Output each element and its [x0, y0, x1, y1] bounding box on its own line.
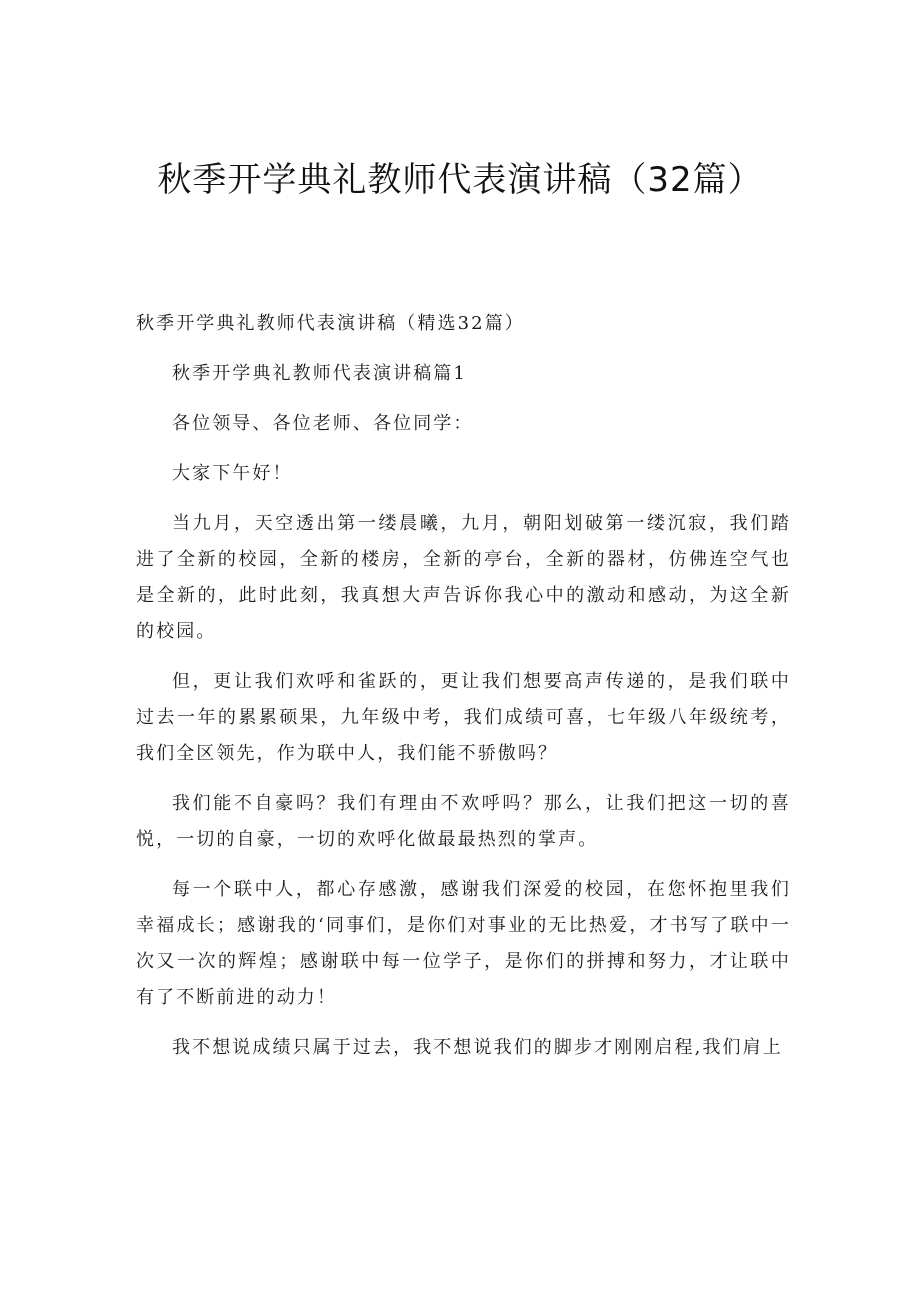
- document-title: 秋季开学典礼教师代表演讲稿（32篇）: [157, 160, 763, 200]
- paragraph: 每一个联中人，都心存感激，感谢我们深爱的校园，在您怀抱里我们幸福成长；感谢我的‘同事们，是你们对事业的无比热爱，才书写了联中一次又一次的辉煌；感谢联中每一位学子，是你们的拼搏和努力，才让联中有了不断前进的动力！: [136, 879, 791, 1008]
- paragraph: 我不想说成绩只属于过去，我不想说我们的脚步才刚刚启程,我们肩上: [172, 1037, 783, 1058]
- paragraph: 我们能不自豪吗？我们有理由不欢呼吗？那么，让我们把这一切的喜悦，一切的自豪，一切的欢呼化做最最热烈的掌声。: [136, 793, 791, 850]
- section-heading: 秋季开学典礼教师代表演讲稿篇1: [172, 363, 467, 384]
- document-body: [136, 306, 791, 1080]
- paragraph: 但，更让我们欢呼和雀跃的，更让我们想要高声传递的，是我们联中过去一年的累累硕果，九年级中考，我们成绩可喜，七年级八年级统考，我们全区领先，作为联中人，我们能不骄傲吗？: [136, 671, 791, 764]
- greeting: 大家下午好！: [172, 463, 293, 484]
- paragraph: 当九月，天空透出第一缕晨曦，九月，朝阳划破第一缕沉寂，我们踏进了全新的校园，全新的楼房，全新的亭台，全新的器材，仿佛连空气也是全新的，此时此刻，我真想大声告诉你我心中的激动和感动，为这全新的校园。: [136, 513, 791, 642]
- document-subtitle: 秋季开学典礼教师代表演讲稿（精选32篇）: [136, 313, 525, 334]
- salutation: 各位领导、各位老师、各位同学：: [172, 413, 474, 434]
